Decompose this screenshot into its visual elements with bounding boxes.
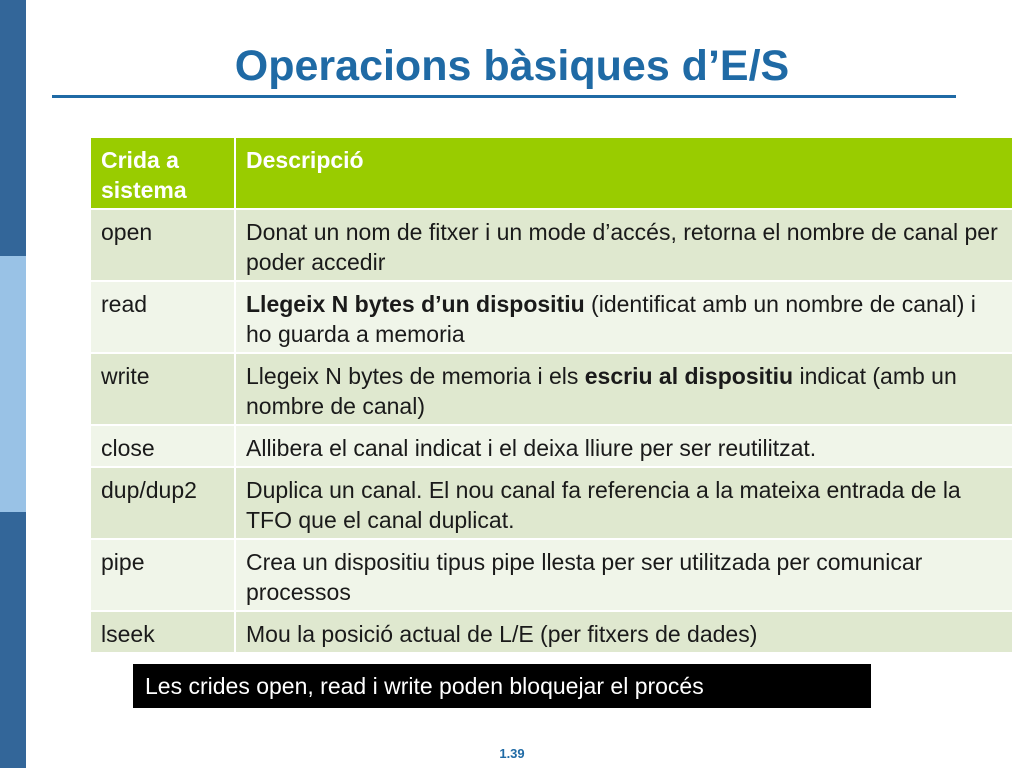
table-row [91, 353, 1012, 425]
table-header-row [91, 138, 1012, 209]
note-box: Les crides open, read i write poden bloquejar el procés [133, 664, 871, 708]
description-text: Llegeix N bytes de memoria i els [246, 363, 585, 389]
slide-side-bar-accent [0, 256, 26, 512]
description-text: Mou la posició actual de L/E (per fitxers de dades) [246, 621, 758, 647]
table-row [91, 611, 1012, 653]
description-text: Duplica un canal. El nou canal fa referencia a la mateixa entrada de la TFO que el canal duplicat. [246, 477, 961, 533]
header-description: Descripció [235, 138, 1012, 209]
call-name-cell: write [91, 353, 235, 425]
call-name-cell: close [91, 425, 235, 467]
page-number: 1.39 [499, 746, 525, 761]
description-text: Allibera el canal indicat i el deixa lliure per ser reutilitzat. [246, 435, 817, 461]
call-name-cell: dup/dup2 [91, 467, 235, 539]
table-body [91, 209, 1012, 653]
call-name-cell: pipe [91, 539, 235, 611]
description-text: (identificat amb un nombre de canal) i ho guarda a memoria [246, 291, 976, 347]
call-description-cell [235, 611, 1012, 653]
description-text: indicat (amb un nombre de canal) [246, 363, 957, 419]
title-underline [52, 95, 956, 98]
slide-title: Operacions bàsiques d’E/S [234, 42, 790, 90]
description-bold-text: escriu al dispositiu [584, 363, 794, 389]
call-description-cell [235, 353, 1012, 425]
table-row [91, 209, 1012, 281]
call-description-cell [235, 209, 1012, 281]
table-row [91, 425, 1012, 467]
description-text: Donat un nom de fitxer i un mode d’accés, retorna el nombre de canal per poder accedir [246, 219, 998, 275]
description-bold-text: Llegeix N bytes d’un dispositiu [246, 291, 585, 317]
call-name-cell: read [91, 281, 235, 353]
call-name-cell: lseek [91, 611, 235, 653]
call-description-cell [235, 281, 1012, 353]
table-row [91, 281, 1012, 353]
call-description-cell [235, 539, 1012, 611]
call-description-cell [235, 425, 1012, 467]
table-row [91, 539, 1012, 611]
call-name-cell: open [91, 209, 235, 281]
system-calls-table [91, 138, 1012, 654]
call-description-cell [235, 467, 1012, 539]
description-text: Crea un dispositiu tipus pipe llesta per ser utilitzada per comunicar processos [246, 549, 923, 605]
header-call: Crida a sistema [91, 138, 235, 209]
table-row [91, 467, 1012, 539]
